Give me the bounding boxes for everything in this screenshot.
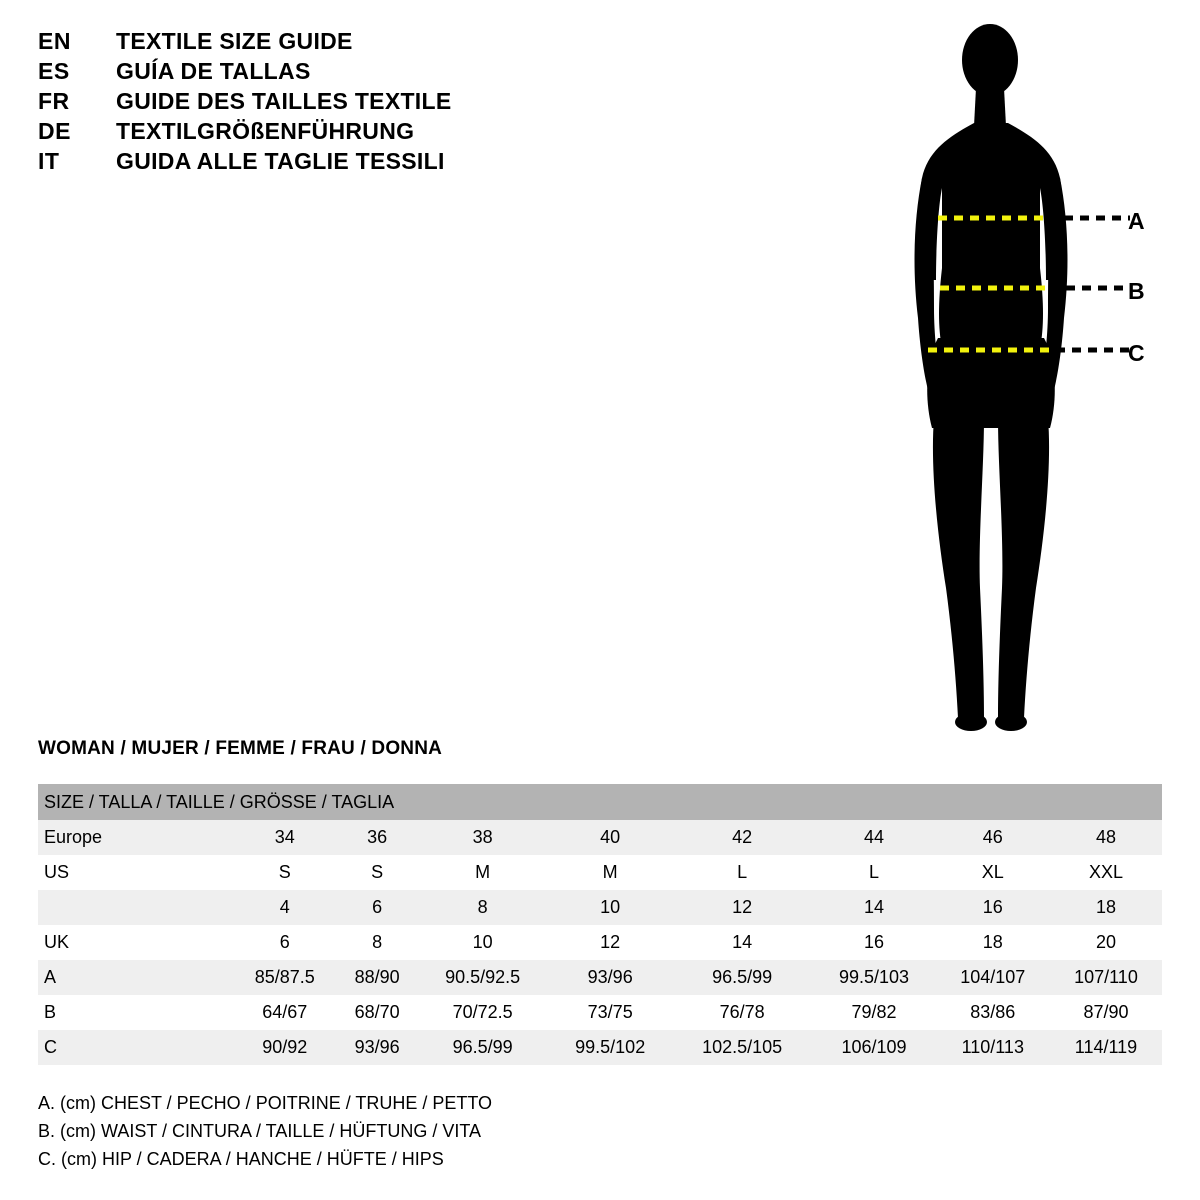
cell-a-0: 85/87.5 xyxy=(254,967,315,987)
measurement-legend xyxy=(38,1090,492,1174)
title-row xyxy=(38,88,558,115)
cell-b-3: 73/75 xyxy=(587,1002,633,1022)
cell-b-7: 87/90 xyxy=(1083,1002,1129,1022)
title-text-en: TEXTILE SIZE GUIDE xyxy=(116,28,353,54)
cell-b-2: 70/72.5 xyxy=(452,1002,513,1022)
cell-usnum-2: 8 xyxy=(477,897,488,917)
table-row xyxy=(38,890,1162,925)
title-text-de: TEXTILGRÖßENFÜHRUNG xyxy=(116,118,415,144)
table-row xyxy=(38,925,1162,960)
title-row xyxy=(38,58,558,85)
title-text-fr: GUIDE DES TAILLES TEXTILE xyxy=(116,88,452,114)
legend-item-a: A. (cm) CHEST / PECHO / POITRINE / TRUHE / PETTO xyxy=(38,1093,493,1113)
title-lang-it: IT xyxy=(38,148,60,174)
table-row xyxy=(38,820,1162,855)
cell-b-1: 68/70 xyxy=(354,1002,400,1022)
cell-europe-4: 42 xyxy=(732,827,753,847)
measure-label-a: A xyxy=(1128,208,1145,234)
cell-us-3: M xyxy=(602,862,618,882)
legend-item-c: C. (cm) HIP / CADERA / HANCHE / HÜFTE / HIPS xyxy=(38,1148,444,1169)
cell-a-5: 99.5/103 xyxy=(838,967,910,987)
cell-us-7: XXL xyxy=(1088,862,1123,882)
row-label-us-numeric xyxy=(38,890,232,925)
cell-b-6: 83/86 xyxy=(970,1002,1016,1022)
cell-a-3: 93/96 xyxy=(587,967,633,987)
row-label-us: US xyxy=(44,862,70,882)
cell-usnum-1: 6 xyxy=(372,897,383,917)
cell-europe-1: 36 xyxy=(367,827,388,847)
cell-usnum-5: 14 xyxy=(864,897,885,917)
table-row xyxy=(38,1030,1162,1065)
cell-usnum-0: 4 xyxy=(279,897,290,917)
cell-a-6: 104/107 xyxy=(960,967,1026,987)
title-text-es: GUÍA DE TALLAS xyxy=(116,58,311,84)
table-row xyxy=(38,995,1162,1030)
cell-c-2: 96.5/99 xyxy=(452,1037,513,1057)
cell-usnum-7: 18 xyxy=(1095,897,1116,917)
cell-a-1: 88/90 xyxy=(354,967,400,987)
cell-uk-7: 20 xyxy=(1095,932,1116,952)
table-row xyxy=(38,960,1162,995)
measure-label-c: C xyxy=(1128,340,1145,366)
cell-us-2: M xyxy=(475,862,491,882)
cell-usnum-3: 10 xyxy=(600,897,621,917)
cell-a-4: 96.5/99 xyxy=(712,967,773,987)
cell-b-0: 64/67 xyxy=(262,1002,308,1022)
cell-europe-5: 44 xyxy=(864,827,885,847)
cell-us-0: S xyxy=(278,862,291,882)
cell-europe-0: 34 xyxy=(274,827,295,847)
cell-europe-7: 48 xyxy=(1095,827,1116,847)
title-lang-fr: FR xyxy=(38,88,70,114)
row-label-uk: UK xyxy=(44,932,70,952)
table-row xyxy=(38,855,1162,890)
cell-us-5: L xyxy=(869,862,880,882)
cell-b-5: 79/82 xyxy=(851,1002,897,1022)
cell-usnum-4: 12 xyxy=(732,897,753,917)
title-lang-de: DE xyxy=(38,118,71,144)
title-lang-en: EN xyxy=(38,28,71,54)
cell-europe-3: 40 xyxy=(600,827,621,847)
cell-c-0: 90/92 xyxy=(262,1037,308,1057)
legend-item-b: B. (cm) WAIST / CINTURA / TAILLE / HÜFTUNG / VITA xyxy=(38,1120,482,1141)
measure-label-b: B xyxy=(1128,278,1145,304)
cell-uk-4: 14 xyxy=(732,932,753,952)
cell-c-3: 99.5/102 xyxy=(575,1037,646,1057)
cell-a-2: 90.5/92.5 xyxy=(445,967,521,987)
cell-c-4: 102.5/105 xyxy=(702,1037,783,1057)
title-row xyxy=(38,148,558,175)
title-row xyxy=(38,118,558,145)
female-body-figure xyxy=(880,18,1180,738)
title-block xyxy=(38,28,558,178)
cell-uk-2: 10 xyxy=(472,932,493,952)
cell-us-1: S xyxy=(371,862,384,882)
cell-usnum-6: 16 xyxy=(982,897,1003,917)
title-row xyxy=(38,28,558,55)
cell-c-7: 114/119 xyxy=(1074,1037,1138,1057)
section-heading-woman: WOMAN / MUJER / FEMME / FRAU / DONNA xyxy=(38,738,443,759)
cell-uk-0: 6 xyxy=(279,932,290,952)
cell-europe-6: 46 xyxy=(982,827,1003,847)
cell-uk-3: 12 xyxy=(600,932,621,952)
cell-a-7: 107/110 xyxy=(1074,967,1138,987)
body-silhouette-shape xyxy=(915,24,1068,731)
cell-uk-1: 8 xyxy=(372,932,383,952)
title-text-it: GUIDA ALLE TAGLIE TESSILI xyxy=(116,148,445,174)
cell-europe-2: 38 xyxy=(472,827,493,847)
cell-uk-5: 16 xyxy=(864,932,885,952)
cell-uk-6: 18 xyxy=(982,932,1003,952)
cell-c-1: 93/96 xyxy=(354,1037,400,1057)
table-header-row xyxy=(38,784,1162,820)
row-label-c: C xyxy=(44,1037,57,1057)
cell-c-5: 106/109 xyxy=(841,1037,907,1057)
table-header-label: SIZE / TALLA / TAILLE / GRÖSSE / TAGLIA xyxy=(38,784,1162,820)
size-table xyxy=(38,784,1162,1065)
cell-us-6: XL xyxy=(981,862,1004,882)
cell-b-4: 76/78 xyxy=(719,1002,765,1022)
row-label-a: A xyxy=(44,967,57,987)
cell-us-4: L xyxy=(737,862,748,882)
row-label-b: B xyxy=(44,1002,57,1022)
title-lang-es: ES xyxy=(38,58,70,84)
row-label-europe: Europe xyxy=(44,827,103,847)
cell-c-6: 110/113 xyxy=(961,1037,1024,1057)
